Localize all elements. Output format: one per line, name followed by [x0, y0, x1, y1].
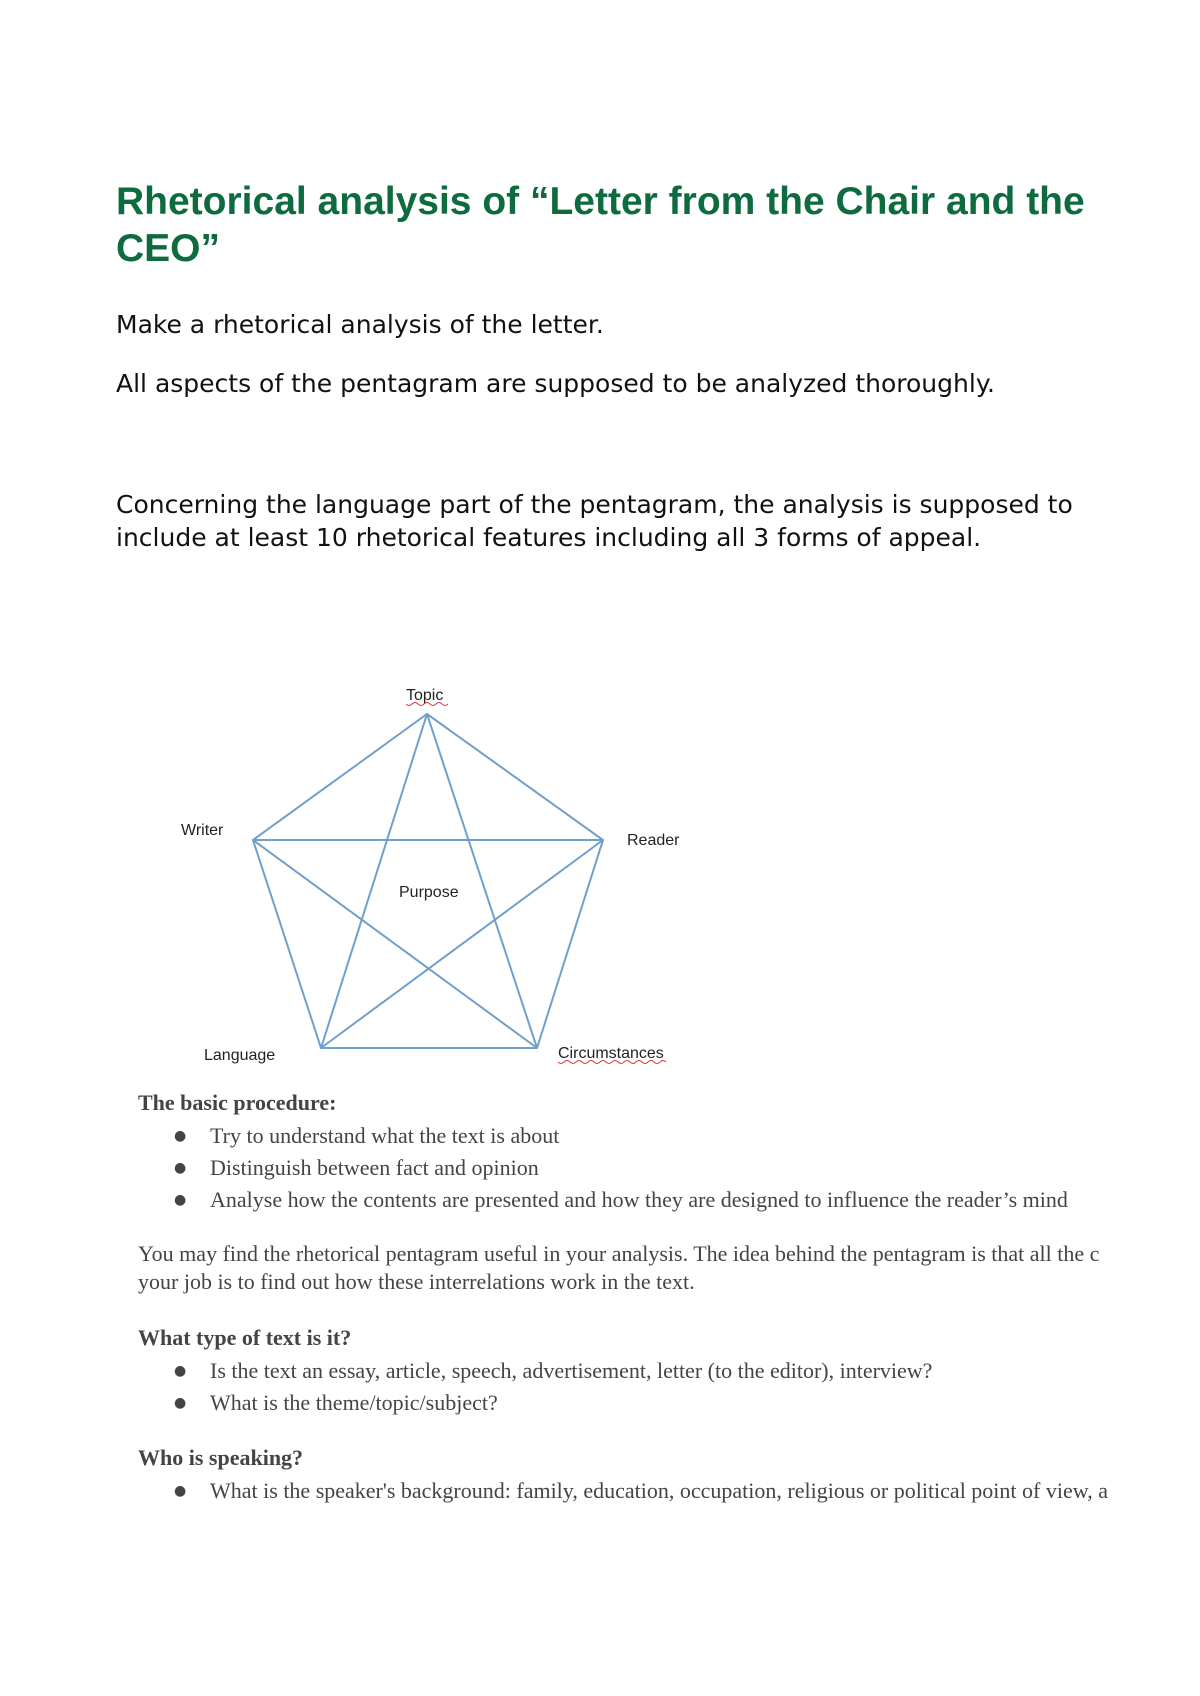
star-line [427, 714, 537, 1048]
pentagram-note-line-1: You may find the rhetorical pentagram useful in your analysis. The idea behind the pentagram is that all the c [138, 1241, 1100, 1266]
star-line [253, 840, 537, 1048]
bullet-icon: ● [174, 1160, 187, 1176]
text-type-heading: What type of text is it? [138, 1325, 352, 1350]
pentagram-label-purpose: Purpose [399, 884, 459, 901]
text-type-list [138, 1355, 932, 1419]
intro-paragraph-1: Make a rhetorical analysis of the letter. [116, 310, 604, 339]
pentagram-label-language: Language [204, 1047, 276, 1064]
intro-paragraph-2: All aspects of the pentagram are supposed to be analyzed thoroughly. [116, 369, 995, 398]
pentagram-label-reader: Reader [627, 832, 680, 849]
speaker-heading: Who is speaking? [138, 1445, 304, 1470]
pentagram-note-line-2: your job is to find out how these interrelations work in the text. [138, 1269, 695, 1294]
pentagram-label-writer: Writer [181, 822, 224, 839]
rhetorical-pentagram-diagram [150, 670, 710, 1070]
pentagon-outline [253, 714, 603, 1048]
pentagram-label-topic: Topic [406, 687, 444, 704]
list-item: ● Distinguish between fact and opinion [138, 1152, 1068, 1184]
document-title: Rhetorical analysis of “Letter from the Chair and the CEO” [116, 180, 1085, 270]
bullet-icon: ● [174, 1128, 187, 1144]
bullet-icon: ● [174, 1363, 187, 1379]
list-item: ● Is the text an essay, article, speech, advertisement, letter (to the editor), interview? [138, 1355, 932, 1387]
list-item: ● What is the theme/topic/subject? [138, 1387, 932, 1419]
list-item: ● Analyse how the contents are presented and how they are designed to influence the reader’s mind [138, 1184, 1068, 1216]
list-item: ● Try to understand what the text is about [138, 1120, 1068, 1152]
procedure-heading: The basic procedure: [138, 1090, 337, 1115]
bullet-icon: ● [174, 1395, 187, 1411]
intro-paragraph-3: Concerning the language part of the pentagram, the analysis is supposed to include at least 10 rhetorical features including all 3 forms of appeal. [116, 490, 1073, 552]
pentagram-label-circumstances: Circumstances [558, 1045, 664, 1062]
speaker-list [138, 1475, 1200, 1507]
pentagram-lines [253, 714, 603, 1048]
pentagram-note-paragraph [138, 1240, 1200, 1296]
star-line [321, 714, 427, 1048]
star-line [321, 840, 603, 1048]
list-item: ● What is the speaker's background: family, education, occupation, religious or political point of view, a [138, 1475, 1200, 1507]
bullet-icon: ● [174, 1192, 187, 1208]
procedure-list [138, 1120, 1068, 1216]
bullet-icon: ● [174, 1483, 187, 1499]
